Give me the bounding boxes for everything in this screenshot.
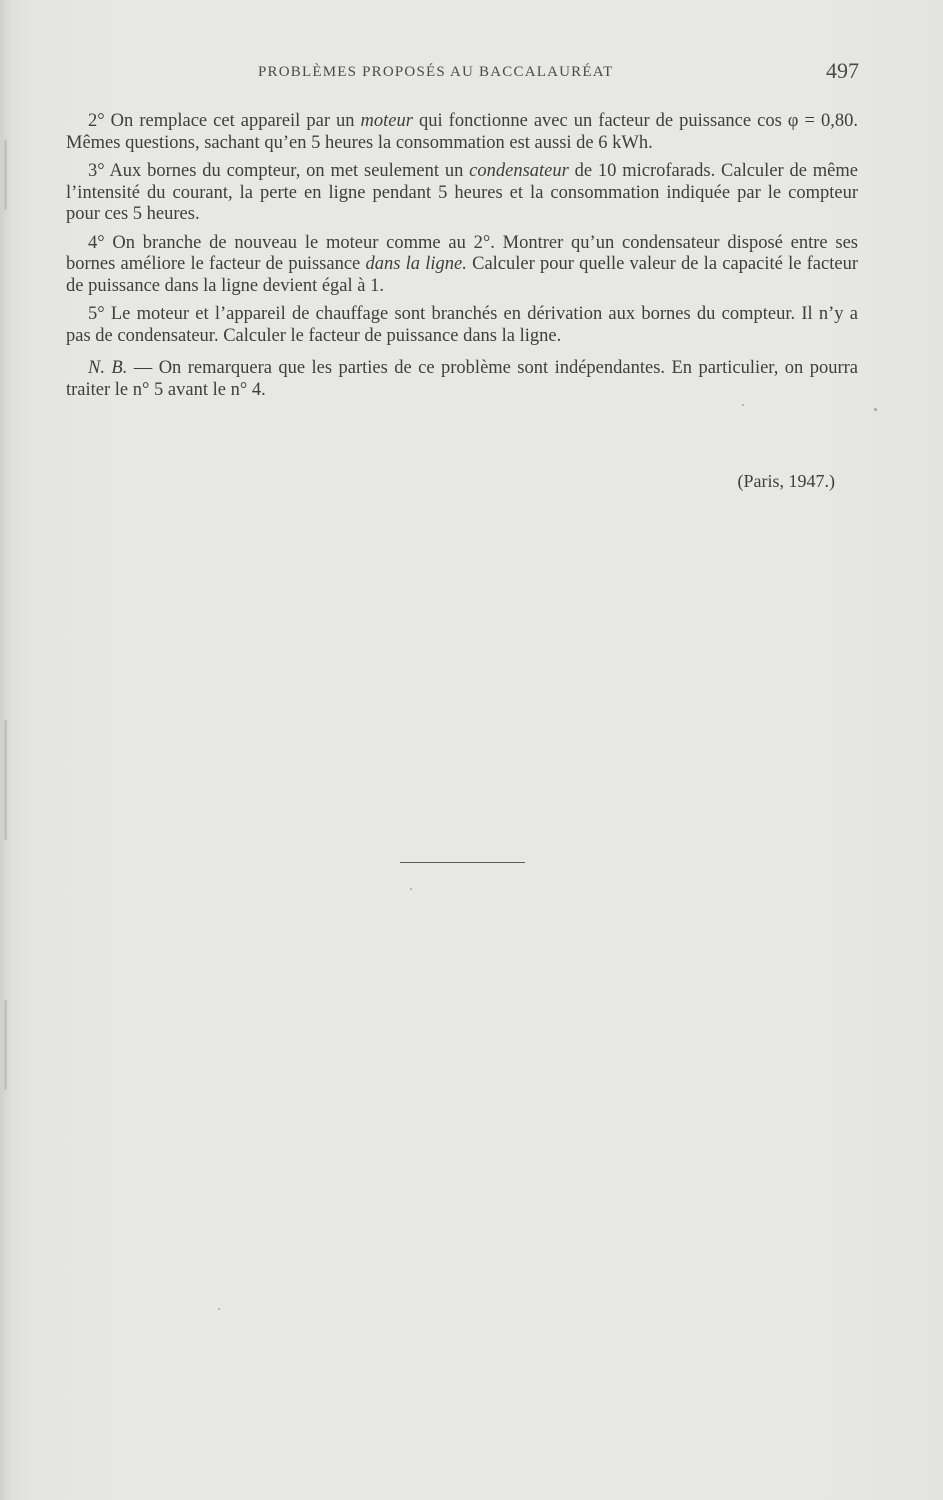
paragraph-nb	[66, 358, 858, 401]
nb-label: N. B.	[88, 358, 128, 378]
source-citation: (Paris, 1947.)	[737, 471, 835, 491]
paragraph-4-term: dans la ligne.	[365, 254, 467, 274]
paragraph-3-term: condensateur	[469, 161, 569, 181]
paper-speck	[742, 404, 744, 406]
running-head: PROBLÈMES PROPOSÉS AU BACCALAURÉAT	[258, 64, 614, 80]
page-number: 497	[826, 58, 859, 83]
paragraph-2-text-b: qui fonctionne avec un facteur de puissance cos φ = 0,80. Mêmes questions, sachant qu’en 5 heures la consommation est aussi de 6 kWh.	[66, 111, 858, 153]
paragraph-4-text-a: 4° On branche de nouveau le moteur comme au 2°. Montrer qu’un condensateur disposé entre ses bornes améliore le facteur de puissance	[66, 232, 858, 274]
paper-speck	[218, 1308, 220, 1310]
end-rule	[400, 862, 525, 863]
paragraph-3-text-a: 3° Aux bornes du compteur, on met seulement un	[88, 161, 470, 181]
binding-mark	[4, 1000, 7, 1090]
paragraph-2	[66, 111, 858, 154]
paragraph-2-text-a: 2° On remplace cet appareil par un	[88, 111, 361, 131]
binding-mark	[4, 140, 7, 210]
paper-speck	[410, 888, 412, 890]
paper-speck	[874, 408, 877, 411]
paragraph-3-text-b: de 10 microfarads. Calculer de même l’intensité du courant, la perte en ligne pendant 5 heures et la consommation indiquée par le compteur pour ces 5 heures.	[66, 161, 858, 224]
paragraph-2-term: moteur	[360, 111, 413, 131]
paragraph-4	[66, 233, 858, 298]
paragraph-5-text: 5° Le moteur et l’appareil de chauffage sont branchés en dérivation aux bornes du compteur. Il n’y a pas de condensateur. Calculer le facteur de puissance dans la ligne.	[66, 304, 858, 346]
paragraph-5	[66, 304, 858, 347]
paragraph-4-text-b: Calculer pour quelle valeur de la capacité le facteur de puissance dans la ligne devient égal à 1.	[66, 254, 858, 296]
body-text	[66, 111, 858, 408]
paragraph-3	[66, 161, 858, 226]
nb-text: — On remarquera que les parties de ce problème sont indépendantes. En particulier, on pourra traiter le n° 5 avant le n° 4.	[66, 358, 858, 400]
binding-mark	[4, 720, 7, 840]
